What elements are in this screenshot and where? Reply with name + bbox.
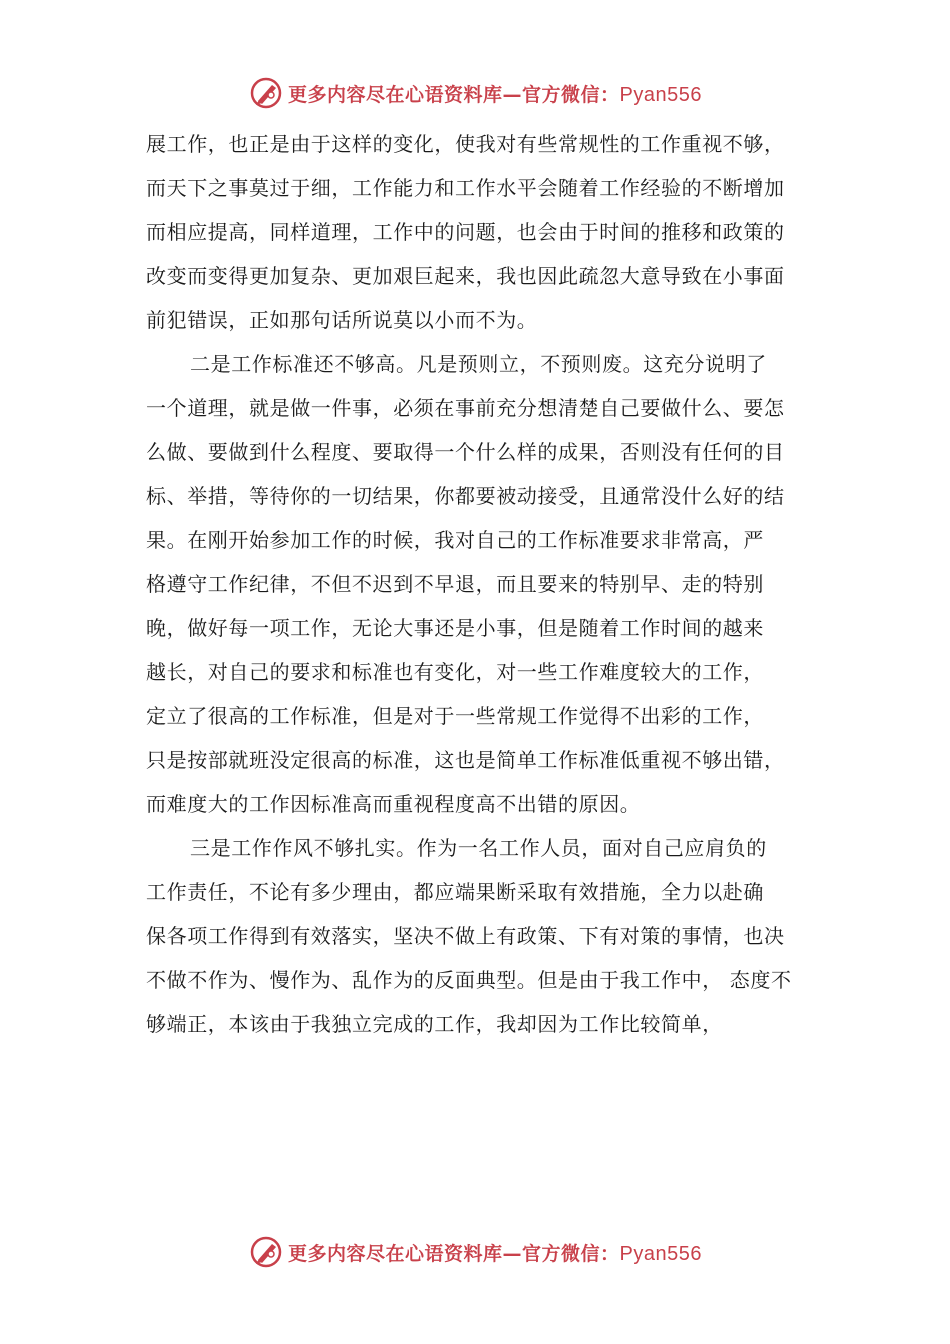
text-line: 展工作，也正是由于这样的变化，使我对有些常规性的工作重视不够，: [146, 132, 785, 156]
text-line: 而难度大的工作因标准高而重视程度高不出错的原因。: [146, 792, 641, 816]
text-line: 果。在刚开始参加工作的时候，我对自己的工作标准要求非常高，严: [146, 528, 764, 552]
text-line: 格遵守工作纪律，不但不迟到不早退，而且要来的特别早、走的特别: [146, 572, 764, 596]
text-line: 晚，做好每一项工作，无论大事还是小事，但是随着工作时间的越来: [146, 616, 764, 640]
text-line: 而天下之事莫过于细，工作能力和工作水平会随着工作经验的不断增加: [146, 176, 785, 200]
document-body: [146, 122, 806, 1046]
footer-banner: [0, 1232, 950, 1272]
text-line: 改变而变得更加复杂、更加艰巨起来，我也因此疏忽大意导致在小事面: [146, 264, 785, 288]
banner-text: [288, 80, 702, 107]
text-line: 够端正，本该由于我独立完成的工作，我却因为工作比较简单，: [146, 1012, 723, 1036]
banner-slogan: 更多内容尽在心语资料库—官方微信：: [288, 83, 620, 106]
banner-slogan: 更多内容尽在心语资料库—官方微信：: [288, 1242, 620, 1265]
text-line: 一个道理，就是做一件事，必须在事前充分想清楚自己要做什么、要怎: [146, 396, 785, 420]
paragraph-start-line: 三是工作作风不够扎实。作为一名工作人员，面对自己应肩负的: [190, 836, 767, 860]
paragraph-start-line: 二是工作标准还不够高。凡是预则立，不预则废。这充分说明了: [190, 352, 767, 376]
pen-circle-logo-icon: [248, 75, 284, 111]
text-line: 而相应提高，同样道理，工作中的问题，也会由于时间的推移和政策的: [146, 220, 785, 244]
text-line: 前犯错误，正如那句话所说莫以小而不为。: [146, 308, 538, 332]
text-line: 标、举措，等待你的一切结果，你都要被动接受，且通常没什么好的结: [146, 484, 785, 508]
banner-wechat-id: Pyan556: [619, 1242, 702, 1265]
text-line: 不做不作为、慢作为、乱作为的反面典型。但是由于我工作中， 态度不: [146, 968, 792, 992]
text-line: 工作责任，不论有多少理由，都应端果断采取有效措施，全力以赴确: [146, 880, 764, 904]
banner-text: [288, 1239, 702, 1266]
header-banner: [0, 73, 950, 113]
pen-circle-logo-icon: [248, 1234, 284, 1270]
text-line: 保各项工作得到有效落实，坚决不做上有政策、下有对策的事情，也决: [146, 924, 785, 948]
text-line: 只是按部就班没定很高的标准，这也是简单工作标准低重视不够出错，: [146, 748, 785, 772]
text-line: 定立了很高的工作标准，但是对于一些常规工作觉得不出彩的工作，: [146, 704, 764, 728]
text-line: 越长，对自己的要求和标准也有变化，对一些工作难度较大的工作，: [146, 660, 764, 684]
text-line: 么做、要做到什么程度、要取得一个什么样的成果，否则没有任何的目: [146, 440, 785, 464]
banner-wechat-id: Pyan556: [619, 83, 702, 106]
